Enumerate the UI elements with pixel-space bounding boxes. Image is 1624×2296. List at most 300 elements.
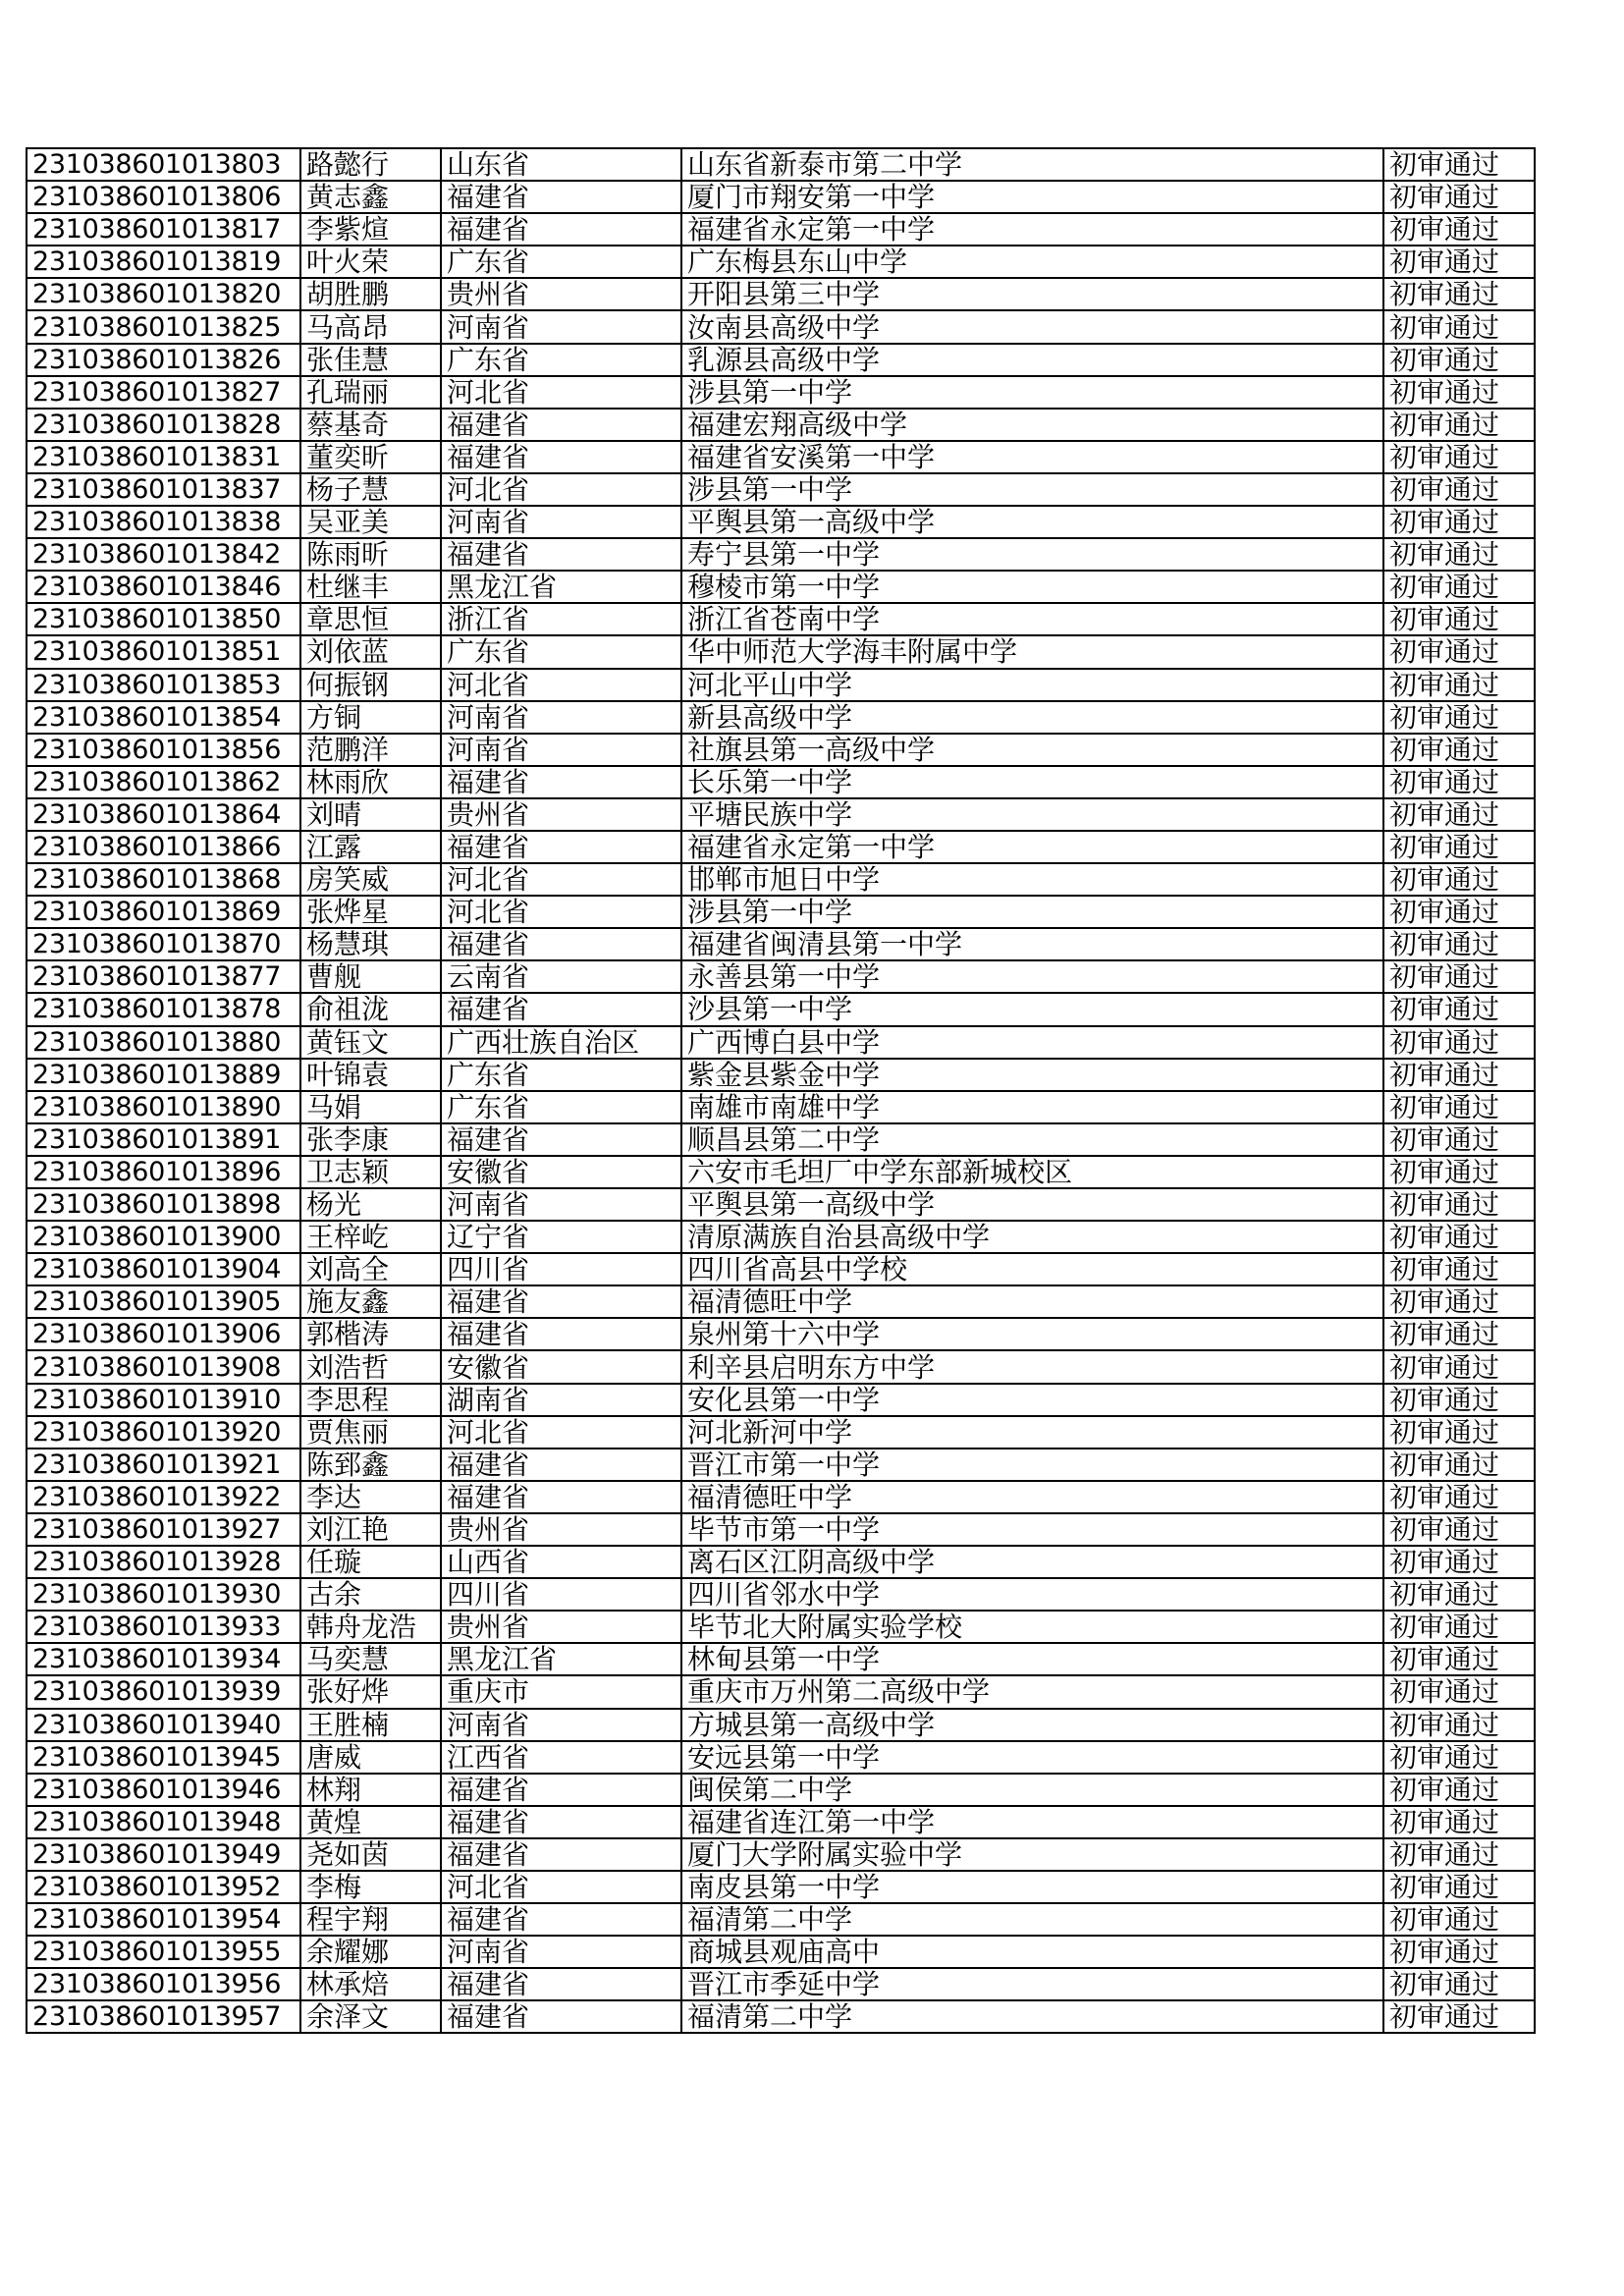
applicant-id-cell: 231038601013856: [27, 734, 300, 766]
school-cell: 安远县第一中学: [681, 1741, 1383, 1774]
name-cell: 尧如茵: [300, 1838, 441, 1871]
province-cell: 福建省: [441, 409, 681, 441]
status-cell: 初审通过: [1383, 1384, 1535, 1416]
status-cell: 初审通过: [1383, 506, 1535, 538]
table-row: [27, 1156, 1535, 1188]
school-cell: 河北平山中学: [681, 669, 1383, 701]
name-cell: 余泽文: [300, 2000, 441, 2033]
province-cell: 河北省: [441, 1871, 681, 1903]
province-cell: 福建省: [441, 1774, 681, 1806]
name-cell: 唐威: [300, 1741, 441, 1774]
status-cell: 初审通过: [1383, 1578, 1535, 1611]
name-cell: 李梅: [300, 1871, 441, 1903]
province-cell: 河南省: [441, 506, 681, 538]
applicant-id-cell: 231038601013956: [27, 1968, 300, 2000]
status-cell: 初审通过: [1383, 148, 1535, 181]
name-cell: 刘江艳: [300, 1513, 441, 1546]
status-cell: 初审通过: [1383, 1871, 1535, 1903]
status-cell: 初审通过: [1383, 635, 1535, 668]
school-cell: 福建省永定第一中学: [681, 213, 1383, 246]
school-cell: 福建省闽清县第一中学: [681, 928, 1383, 960]
province-cell: 广东省: [441, 1059, 681, 1091]
province-cell: 安徽省: [441, 1350, 681, 1383]
status-cell: 初审通过: [1383, 1643, 1535, 1675]
table-row: [27, 1936, 1535, 1968]
name-cell: 章思恒: [300, 603, 441, 635]
province-cell: 福建省: [441, 1318, 681, 1350]
province-cell: 福建省: [441, 928, 681, 960]
table-row: [27, 863, 1535, 896]
applicant-id-cell: 231038601013803: [27, 148, 300, 181]
province-cell: 福建省: [441, 766, 681, 798]
province-cell: 河南省: [441, 1709, 681, 1741]
school-cell: 平塘民族中学: [681, 798, 1383, 831]
status-cell: 初审通过: [1383, 571, 1535, 603]
status-cell: 初审通过: [1383, 734, 1535, 766]
province-cell: 贵州省: [441, 1611, 681, 1643]
table-row: [27, 246, 1535, 278]
applicant-id-cell: 231038601013869: [27, 896, 300, 928]
applicant-id-cell: 231038601013820: [27, 278, 300, 310]
applicant-id-cell: 231038601013806: [27, 181, 300, 213]
status-cell: 初审通过: [1383, 1936, 1535, 1968]
table-row: [27, 1384, 1535, 1416]
applicant-id-cell: 231038601013940: [27, 1709, 300, 1741]
status-cell: 初审通过: [1383, 701, 1535, 734]
province-cell: 福建省: [441, 993, 681, 1025]
name-cell: 杨慧琪: [300, 928, 441, 960]
applicant-id-cell: 231038601013817: [27, 213, 300, 246]
province-cell: 福建省: [441, 1903, 681, 1936]
name-cell: 张佳慧: [300, 344, 441, 376]
table-row: [27, 1611, 1535, 1643]
name-cell: 范鹏洋: [300, 734, 441, 766]
applicant-id-cell: 231038601013928: [27, 1546, 300, 1578]
school-cell: 南雄市南雄中学: [681, 1091, 1383, 1123]
status-cell: 初审通过: [1383, 669, 1535, 701]
status-cell: 初审通过: [1383, 278, 1535, 310]
table-row: [27, 1903, 1535, 1936]
table-row: [27, 1449, 1535, 1481]
province-cell: 福建省: [441, 1123, 681, 1156]
applicant-id-cell: 231038601013955: [27, 1936, 300, 1968]
province-cell: 河南省: [441, 310, 681, 343]
table-row: [27, 603, 1535, 635]
name-cell: 杜继丰: [300, 571, 441, 603]
name-cell: 林雨欣: [300, 766, 441, 798]
province-cell: 河北省: [441, 863, 681, 896]
status-cell: 初审通过: [1383, 1903, 1535, 1936]
province-cell: 山东省: [441, 148, 681, 181]
school-cell: 商城县观庙高中: [681, 1936, 1383, 1968]
name-cell: 杨光: [300, 1188, 441, 1221]
name-cell: 刘依蓝: [300, 635, 441, 668]
table-row: [27, 635, 1535, 668]
applicant-table-body: [27, 148, 1535, 2033]
status-cell: 初审通过: [1383, 1838, 1535, 1871]
school-cell: 泉州第十六中学: [681, 1318, 1383, 1350]
applicant-id-cell: 231038601013866: [27, 831, 300, 863]
school-cell: 社旗县第一高级中学: [681, 734, 1383, 766]
status-cell: 初审通过: [1383, 1481, 1535, 1513]
status-cell: 初审通过: [1383, 1449, 1535, 1481]
school-cell: 乳源县高级中学: [681, 344, 1383, 376]
applicant-id-cell: 231038601013877: [27, 960, 300, 993]
province-cell: 贵州省: [441, 278, 681, 310]
table-row: [27, 734, 1535, 766]
applicant-id-cell: 231038601013890: [27, 1091, 300, 1123]
school-cell: 沙县第一中学: [681, 993, 1383, 1025]
name-cell: 古余: [300, 1578, 441, 1611]
province-cell: 贵州省: [441, 798, 681, 831]
school-cell: 汝南县高级中学: [681, 310, 1383, 343]
school-cell: 福清德旺中学: [681, 1481, 1383, 1513]
school-cell: 长乐第一中学: [681, 766, 1383, 798]
school-cell: 穆棱市第一中学: [681, 571, 1383, 603]
province-cell: 河南省: [441, 1188, 681, 1221]
applicant-table: [26, 147, 1536, 2034]
table-row: [27, 798, 1535, 831]
applicant-id-cell: 231038601013851: [27, 635, 300, 668]
table-row: [27, 1513, 1535, 1546]
province-cell: 河北省: [441, 1416, 681, 1449]
table-row: [27, 1350, 1535, 1383]
school-cell: 福建宏翔高级中学: [681, 409, 1383, 441]
table-row: [27, 960, 1535, 993]
province-cell: 福建省: [441, 1838, 681, 1871]
applicant-id-cell: 231038601013825: [27, 310, 300, 343]
status-cell: 初审通过: [1383, 473, 1535, 506]
applicant-id-cell: 231038601013827: [27, 376, 300, 409]
name-cell: 董奕昕: [300, 441, 441, 473]
applicant-id-cell: 231038601013949: [27, 1838, 300, 1871]
province-cell: 福建省: [441, 1481, 681, 1513]
name-cell: 马奕慧: [300, 1643, 441, 1675]
name-cell: 房笑威: [300, 863, 441, 896]
status-cell: 初审通过: [1383, 181, 1535, 213]
school-cell: 晋江市季延中学: [681, 1968, 1383, 2000]
school-cell: 毕节市第一中学: [681, 1513, 1383, 1546]
status-cell: 初审通过: [1383, 1059, 1535, 1091]
school-cell: 离石区江阴高级中学: [681, 1546, 1383, 1578]
province-cell: 河南省: [441, 701, 681, 734]
table-row: [27, 1188, 1535, 1221]
applicant-id-cell: 231038601013904: [27, 1253, 300, 1285]
status-cell: 初审通过: [1383, 993, 1535, 1025]
table-row: [27, 376, 1535, 409]
province-cell: 福建省: [441, 831, 681, 863]
school-cell: 晋江市第一中学: [681, 1449, 1383, 1481]
table-row: [27, 2000, 1535, 2033]
name-cell: 方铜: [300, 701, 441, 734]
school-cell: 新县高级中学: [681, 701, 1383, 734]
name-cell: 韩舟龙浩: [300, 1611, 441, 1643]
applicant-id-cell: 231038601013908: [27, 1350, 300, 1383]
province-cell: 河北省: [441, 473, 681, 506]
table-row: [27, 310, 1535, 343]
school-cell: 闽侯第二中学: [681, 1774, 1383, 1806]
name-cell: 贾焦丽: [300, 1416, 441, 1449]
status-cell: 初审通过: [1383, 1611, 1535, 1643]
province-cell: 福建省: [441, 538, 681, 571]
school-cell: 涉县第一中学: [681, 473, 1383, 506]
school-cell: 四川省邻水中学: [681, 1578, 1383, 1611]
table-row: [27, 181, 1535, 213]
school-cell: 涉县第一中学: [681, 376, 1383, 409]
status-cell: 初审通过: [1383, 310, 1535, 343]
province-cell: 黑龙江省: [441, 1643, 681, 1675]
province-cell: 山西省: [441, 1546, 681, 1578]
name-cell: 黄钰文: [300, 1026, 441, 1059]
school-cell: 福建省安溪第一中学: [681, 441, 1383, 473]
status-cell: 初审通过: [1383, 1675, 1535, 1708]
status-cell: 初审通过: [1383, 896, 1535, 928]
name-cell: 张李康: [300, 1123, 441, 1156]
table-row: [27, 1838, 1535, 1871]
status-cell: 初审通过: [1383, 863, 1535, 896]
province-cell: 重庆市: [441, 1675, 681, 1708]
province-cell: 江西省: [441, 1741, 681, 1774]
school-cell: 寿宁县第一中学: [681, 538, 1383, 571]
school-cell: 厦门大学附属实验中学: [681, 1838, 1383, 1871]
school-cell: 福清第二中学: [681, 1903, 1383, 1936]
status-cell: 初审通过: [1383, 1774, 1535, 1806]
applicant-id-cell: 231038601013945: [27, 1741, 300, 1774]
name-cell: 路懿行: [300, 148, 441, 181]
applicant-id-cell: 231038601013948: [27, 1806, 300, 1838]
name-cell: 卫志颖: [300, 1156, 441, 1188]
school-cell: 广西博白县中学: [681, 1026, 1383, 1059]
name-cell: 俞祖泷: [300, 993, 441, 1025]
name-cell: 林承焙: [300, 1968, 441, 2000]
table-row: [27, 1123, 1535, 1156]
table-row: [27, 506, 1535, 538]
name-cell: 陈雨昕: [300, 538, 441, 571]
table-row: [27, 148, 1535, 181]
table-row: [27, 1026, 1535, 1059]
province-cell: 云南省: [441, 960, 681, 993]
status-cell: 初审通过: [1383, 1806, 1535, 1838]
province-cell: 福建省: [441, 1806, 681, 1838]
name-cell: 林翔: [300, 1774, 441, 1806]
status-cell: 初审通过: [1383, 213, 1535, 246]
province-cell: 福建省: [441, 181, 681, 213]
table-row: [27, 1481, 1535, 1513]
applicant-id-cell: 231038601013921: [27, 1449, 300, 1481]
table-row: [27, 1546, 1535, 1578]
applicant-id-cell: 231038601013930: [27, 1578, 300, 1611]
school-cell: 河北新河中学: [681, 1416, 1383, 1449]
province-cell: 四川省: [441, 1578, 681, 1611]
province-cell: 河南省: [441, 1936, 681, 1968]
status-cell: 初审通过: [1383, 1709, 1535, 1741]
province-cell: 福建省: [441, 2000, 681, 2033]
name-cell: 李达: [300, 1481, 441, 1513]
name-cell: 李紫煊: [300, 213, 441, 246]
table-row: [27, 1091, 1535, 1123]
table-row: [27, 1675, 1535, 1708]
applicant-id-cell: 231038601013854: [27, 701, 300, 734]
school-cell: 安化县第一中学: [681, 1384, 1383, 1416]
name-cell: 蔡基奇: [300, 409, 441, 441]
name-cell: 叶火荣: [300, 246, 441, 278]
name-cell: 刘浩哲: [300, 1350, 441, 1383]
status-cell: 初审通过: [1383, 1091, 1535, 1123]
applicant-id-cell: 231038601013853: [27, 669, 300, 701]
table-row: [27, 213, 1535, 246]
province-cell: 广东省: [441, 635, 681, 668]
school-cell: 六安市毛坦厂中学东部新城校区: [681, 1156, 1383, 1188]
name-cell: 胡胜鹏: [300, 278, 441, 310]
province-cell: 湖南省: [441, 1384, 681, 1416]
table-row: [27, 669, 1535, 701]
school-cell: 顺昌县第二中学: [681, 1123, 1383, 1156]
status-cell: 初审通过: [1383, 376, 1535, 409]
province-cell: 福建省: [441, 1449, 681, 1481]
status-cell: 初审通过: [1383, 1318, 1535, 1350]
applicant-id-cell: 231038601013864: [27, 798, 300, 831]
table-row: [27, 1578, 1535, 1611]
name-cell: 吴亚美: [300, 506, 441, 538]
table-row: [27, 993, 1535, 1025]
table-row: [27, 1741, 1535, 1774]
table-row: [27, 1253, 1535, 1285]
status-cell: 初审通过: [1383, 441, 1535, 473]
name-cell: 刘晴: [300, 798, 441, 831]
school-cell: 平舆县第一高级中学: [681, 1188, 1383, 1221]
table-row: [27, 701, 1535, 734]
applicant-id-cell: 231038601013933: [27, 1611, 300, 1643]
province-cell: 贵州省: [441, 1513, 681, 1546]
school-cell: 开阳县第三中学: [681, 278, 1383, 310]
status-cell: 初审通过: [1383, 409, 1535, 441]
province-cell: 福建省: [441, 1968, 681, 2000]
status-cell: 初审通过: [1383, 344, 1535, 376]
province-cell: 福建省: [441, 1285, 681, 1318]
status-cell: 初审通过: [1383, 766, 1535, 798]
name-cell: 马高昂: [300, 310, 441, 343]
name-cell: 曹舰: [300, 960, 441, 993]
applicant-id-cell: 231038601013906: [27, 1318, 300, 1350]
applicant-id-cell: 231038601013826: [27, 344, 300, 376]
table-row: [27, 766, 1535, 798]
status-cell: 初审通过: [1383, 960, 1535, 993]
table-row: [27, 1059, 1535, 1091]
status-cell: 初审通过: [1383, 1416, 1535, 1449]
applicant-id-cell: 231038601013891: [27, 1123, 300, 1156]
province-cell: 福建省: [441, 213, 681, 246]
table-row: [27, 344, 1535, 376]
school-cell: 福建省永定第一中学: [681, 831, 1383, 863]
applicant-id-cell: 231038601013934: [27, 1643, 300, 1675]
status-cell: 初审通过: [1383, 1156, 1535, 1188]
province-cell: 浙江省: [441, 603, 681, 635]
name-cell: 王胜楠: [300, 1709, 441, 1741]
school-cell: 广东梅县东山中学: [681, 246, 1383, 278]
province-cell: 河北省: [441, 376, 681, 409]
name-cell: 张好烨: [300, 1675, 441, 1708]
applicant-id-cell: 231038601013862: [27, 766, 300, 798]
name-cell: 黄志鑫: [300, 181, 441, 213]
table-row: [27, 278, 1535, 310]
name-cell: 施友鑫: [300, 1285, 441, 1318]
table-row: [27, 571, 1535, 603]
province-cell: 广东省: [441, 1091, 681, 1123]
applicant-id-cell: 231038601013842: [27, 538, 300, 571]
school-cell: 福清德旺中学: [681, 1285, 1383, 1318]
applicant-id-cell: 231038601013920: [27, 1416, 300, 1449]
applicant-id-cell: 231038601013819: [27, 246, 300, 278]
school-cell: 浙江省苍南中学: [681, 603, 1383, 635]
province-cell: 黑龙江省: [441, 571, 681, 603]
table-row: [27, 473, 1535, 506]
status-cell: 初审通过: [1383, 1026, 1535, 1059]
school-cell: 山东省新泰市第二中学: [681, 148, 1383, 181]
status-cell: 初审通过: [1383, 1513, 1535, 1546]
status-cell: 初审通过: [1383, 1253, 1535, 1285]
school-cell: 紫金县紫金中学: [681, 1059, 1383, 1091]
status-cell: 初审通过: [1383, 538, 1535, 571]
name-cell: 马娟: [300, 1091, 441, 1123]
applicant-id-cell: 231038601013900: [27, 1221, 300, 1253]
province-cell: 辽宁省: [441, 1221, 681, 1253]
table-row: [27, 538, 1535, 571]
province-cell: 广西壮族自治区: [441, 1026, 681, 1059]
applicant-id-cell: 231038601013939: [27, 1675, 300, 1708]
table-row: [27, 409, 1535, 441]
school-cell: 永善县第一中学: [681, 960, 1383, 993]
school-cell: 林甸县第一中学: [681, 1643, 1383, 1675]
name-cell: 任璇: [300, 1546, 441, 1578]
status-cell: 初审通过: [1383, 1285, 1535, 1318]
name-cell: 何振钢: [300, 669, 441, 701]
name-cell: 余耀娜: [300, 1936, 441, 1968]
applicant-id-cell: 231038601013828: [27, 409, 300, 441]
province-cell: 广东省: [441, 246, 681, 278]
applicant-id-cell: 231038601013946: [27, 1774, 300, 1806]
school-cell: 清原满族自治县高级中学: [681, 1221, 1383, 1253]
province-cell: 广东省: [441, 344, 681, 376]
status-cell: 初审通过: [1383, 831, 1535, 863]
school-cell: 南皮县第一中学: [681, 1871, 1383, 1903]
school-cell: 重庆市万州第二高级中学: [681, 1675, 1383, 1708]
table-row: [27, 928, 1535, 960]
applicant-id-cell: 231038601013878: [27, 993, 300, 1025]
applicant-id-cell: 231038601013957: [27, 2000, 300, 2033]
status-cell: 初审通过: [1383, 1221, 1535, 1253]
table-row: [27, 1318, 1535, 1350]
applicant-id-cell: 231038601013850: [27, 603, 300, 635]
applicant-id-cell: 231038601013896: [27, 1156, 300, 1188]
province-cell: 河南省: [441, 734, 681, 766]
applicant-id-cell: 231038601013870: [27, 928, 300, 960]
school-cell: 福清第二中学: [681, 2000, 1383, 2033]
name-cell: 刘高全: [300, 1253, 441, 1285]
applicant-id-cell: 231038601013889: [27, 1059, 300, 1091]
applicant-id-cell: 231038601013905: [27, 1285, 300, 1318]
status-cell: 初审通过: [1383, 1188, 1535, 1221]
name-cell: 王梓屹: [300, 1221, 441, 1253]
table-row: [27, 896, 1535, 928]
name-cell: 陈郅鑫: [300, 1449, 441, 1481]
table-row: [27, 1285, 1535, 1318]
status-cell: 初审通过: [1383, 2000, 1535, 2033]
table-row: [27, 831, 1535, 863]
province-cell: 河北省: [441, 896, 681, 928]
name-cell: 孔瑞丽: [300, 376, 441, 409]
status-cell: 初审通过: [1383, 928, 1535, 960]
applicant-id-cell: 231038601013838: [27, 506, 300, 538]
